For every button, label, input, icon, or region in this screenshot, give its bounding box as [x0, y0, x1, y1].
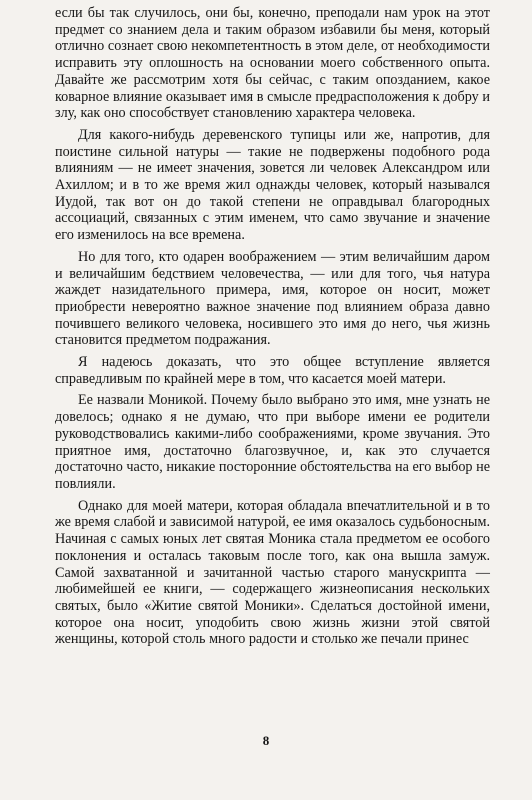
paragraph-6: Однако для моей матери, которая обладала впечатлительной и в то же время слабой и зависимой натурой, ее имя оказалось судьбоносным. Начиная с самых юных лет святая Моника стала предметом ее особого поклонения и осталась таковым после того, как она вышла замуж. Самой захватанной и зачитанной частью старого манускрипта — любимейшей ее книги, — содержащего жизнеописания нескольких святых, было «Житие святой Моники». Сделаться достойной имени, которое она носит, уподобить свою жизнь жизни этой святой женщины, которой столь много радости и столько же печали принес: [55, 497, 490, 648]
paragraph-2: Для какого-нибудь деревенского тупицы или же, напротив, для поистине сильной натуры — такие не подвержены подобного рода влияниям — не имеет значения, зовется ли человек Александром или Ахиллом; и в то же время жил однажды человек, который назывался Иудой, так вот он до такой степени не оправдывал благородных ассоциаций, связанных с этим именем, что само звучание и значение его изменилось на все времена.: [55, 126, 490, 244]
paragraph-5: Ее назвали Моникой. Почему было выбрано это имя, мне узнать не довелось; однако я не думаю, что при выборе имени ее родители руководствовались какими-либо соображениями, кроме звучания. Это приятное имя, достаточно благозвучное, и, как это случается достаточно часто, никакие посторонние обстоятельства на его выбор не повлияли.: [55, 392, 490, 492]
page-text: [55, 5, 490, 653]
page-number: 8: [262, 733, 270, 748]
paragraph-1: если бы так случилось, они бы, конечно, преподали нам урок на этот предмет со знанием дела и таким образом избавили бы меня, который отлично сознает свою некомпетентность в этом деле, от необходимости исправить эту оплошность на основании моего собственного опыта. Давайте же рассмотрим хотя бы сейчас, с таким опозданием, какое коварное влияние оказывает имя в смысле предрасположения к добру и злу, как оно способствует становлению характера человека.: [55, 5, 490, 122]
paragraph-4: Я надеюсь доказать, что это общее вступление является справедливым по крайней мере в том, что касается моей матери.: [55, 354, 490, 387]
paragraph-3: Но для того, кто одарен воображением — этим величайшим даром и величайшим бедствием человечества, — или для того, чья натура жаждет назидательного примера, имя, которое он носит, может приобрести невероятно важное значение под влиянием образа давно почившего великого человека, носившего это имя до него, чья жизнь становится предметом подражания.: [55, 248, 490, 349]
